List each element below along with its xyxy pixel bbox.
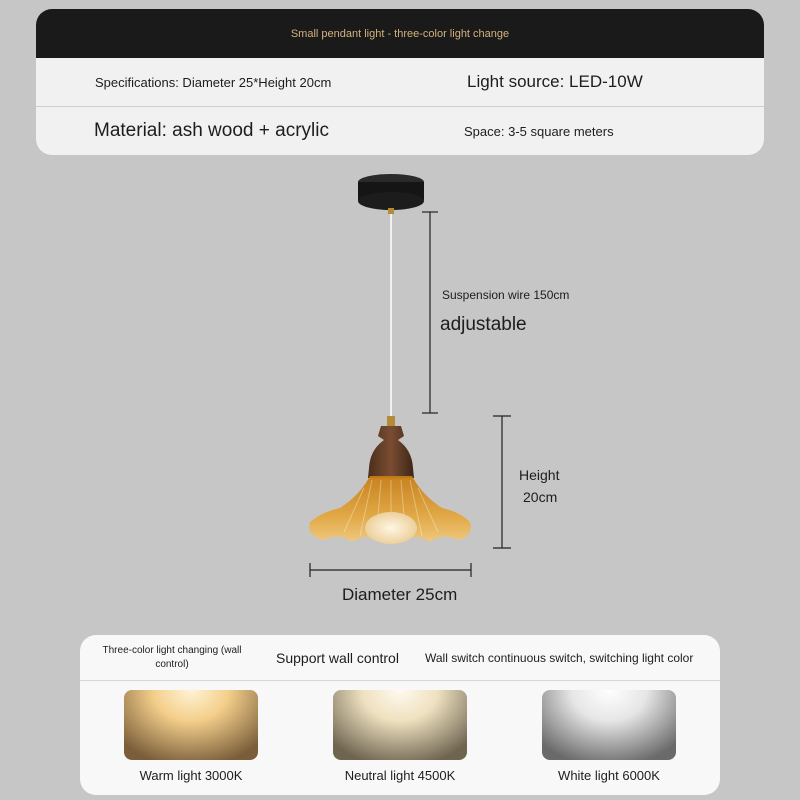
spec-row-2 — [36, 106, 764, 155]
wire-length-label: Suspension wire 150cm — [442, 288, 570, 302]
space-text: Space: 3-5 square meters — [464, 123, 614, 139]
diameter-dimension-line — [310, 563, 471, 577]
warm-light-swatch — [124, 690, 258, 760]
diameter-label: Diameter 25cm — [342, 585, 458, 604]
three-color-feature: Three-color light changing (wall control) — [102, 645, 242, 670]
height-dimension-line — [493, 416, 511, 548]
lamp-diagram — [0, 160, 800, 630]
white-light-swatch — [542, 690, 676, 760]
wall-switch-description: Wall switch continuous switch, switching light color — [425, 650, 694, 665]
pendant-lamp-illustration — [0, 160, 800, 630]
wood-cap — [368, 426, 414, 478]
glass-shade — [309, 476, 471, 544]
spec-row-1 — [36, 58, 764, 106]
ceiling-canopy — [358, 174, 424, 214]
wire-adjustable-label: adjustable — [440, 314, 527, 335]
wire-dimension-line — [422, 212, 438, 413]
page-title: Small pendant light - three-color light change — [36, 9, 764, 58]
specifications-text: Specifications: Diameter 25*Height 20cm — [95, 74, 332, 90]
light-mode-card — [80, 635, 720, 795]
mode-header — [80, 635, 720, 681]
light-source-text: Light source: LED-10W — [467, 72, 643, 91]
wall-control-support: Support wall control — [276, 649, 399, 666]
material-text: Material: ash wood + acrylic — [94, 120, 329, 141]
height-value: 20cm — [523, 489, 558, 505]
white-light-label: White light 6000K — [558, 768, 660, 783]
spec-card — [36, 9, 764, 155]
neutral-light-label: Neutral light 4500K — [344, 768, 456, 783]
wire-connector — [387, 416, 395, 426]
warm-light-label: Warm light 3000K — [139, 768, 243, 783]
neutral-light-swatch — [333, 690, 467, 760]
height-label: Height — [519, 467, 560, 483]
